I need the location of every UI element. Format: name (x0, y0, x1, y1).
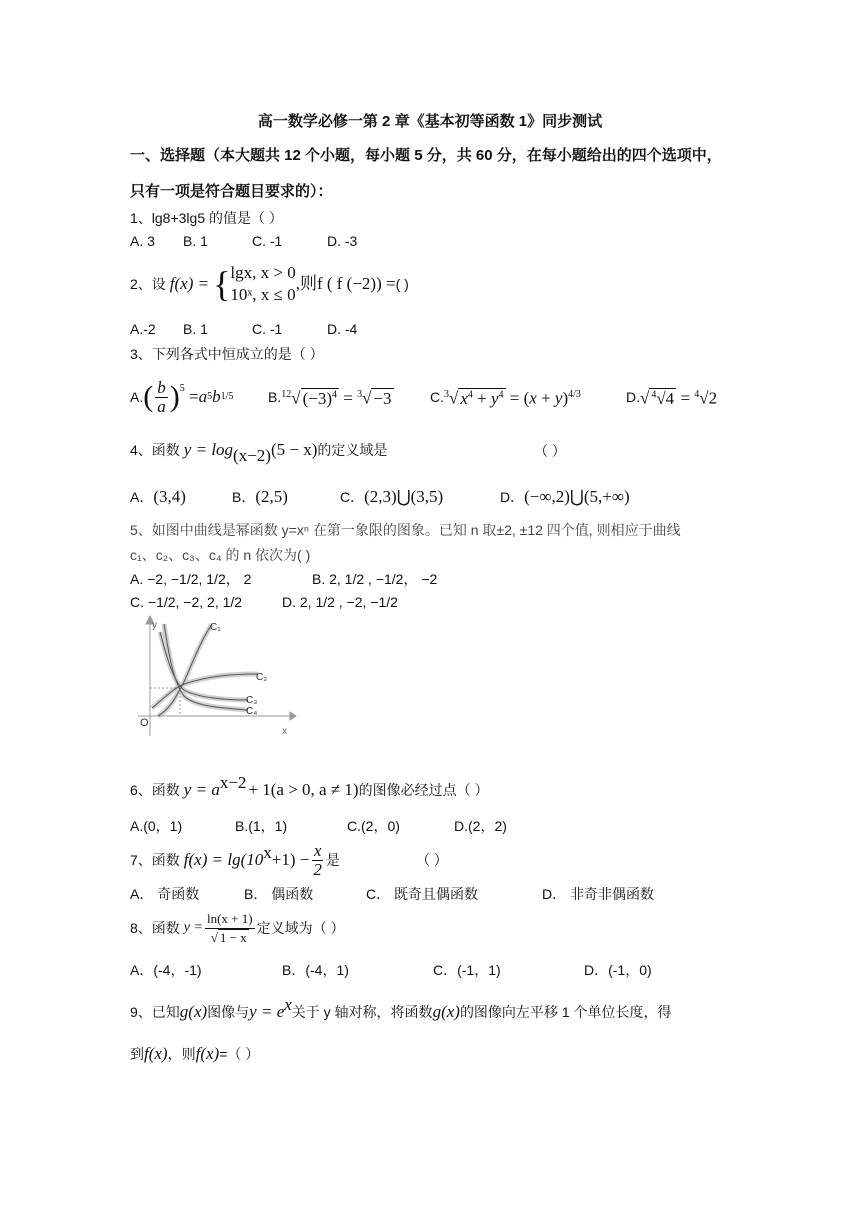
question-9-part-d: 的图像向左平移 1 个单位长度，得 (459, 1004, 672, 1020)
question-5-option-b: B. 2, 1/2 , −1/2， −2 (312, 571, 438, 587)
question-5-option-d: D. 2, 1/2 , −2, −1/2 (282, 594, 398, 610)
question-2-option-b: B. 1 (183, 321, 208, 337)
question-6-option-b: B.(1，1) (235, 818, 288, 834)
figure-origin-label: O (140, 717, 149, 729)
figure-c1-label: C₁ (210, 622, 221, 633)
question-4-prefix: 4、函数 (130, 442, 180, 458)
question-2-prefix: 2、设 (130, 276, 166, 292)
question-7-suffix: 是 (325, 852, 340, 868)
question-9-part-b: 图像与 (207, 1004, 250, 1020)
question-5-stem-line2: c₁、c₂、c₃、c₄ 的 n 依次为( ) (130, 547, 311, 563)
section-heading-line2: 只有一项是符合题目要求的）： (130, 183, 333, 200)
question-9-part-c: 关于 y 轴对称，将函数 (291, 1004, 433, 1020)
question-4-arg: (5 − x) (270, 440, 318, 459)
figure-c2-label: C₂ (256, 672, 268, 683)
figure-x-label: x (282, 726, 287, 737)
question-6-prefix: 6、函数 (130, 782, 180, 798)
question-3-option-c (430, 385, 581, 409)
question-7-option-d: D． 非奇非偶函数 (542, 886, 654, 902)
question-9-g2: g(x) (432, 1002, 460, 1021)
question-4-option-c: C．(2,3)⋃(3,5) (340, 487, 444, 506)
question-2-case1: lgx, x > 0 (230, 263, 296, 282)
question-7-frac-num: x (313, 840, 322, 860)
question-4-option-a: A．(3,4) (130, 487, 186, 506)
question-8-frac-den: 1 − x (219, 929, 247, 945)
question-5-stem-line1: 5、如图中曲线是幂函数 y=xⁿ 在第一象限的图象。已知 n 取±2, ±12 四个值, 则相应于曲线 (130, 522, 681, 538)
question-3-option-b (268, 385, 394, 409)
question-9-fx2: f(x) (195, 1044, 220, 1063)
question-6-option-c: C.(2，0) (347, 818, 400, 834)
question-7-option-b: B． 偶函数 (244, 886, 314, 902)
question-9-part-a: 9、已知 (130, 1004, 180, 1020)
question-2-then: ,则f ( f (−2)) = (295, 274, 396, 293)
question-8-option-a: A．(-4，-1) (130, 962, 202, 978)
question-9-fx: f(x) (144, 1044, 168, 1063)
question-8-suffix: 定义域为（ ） (256, 920, 345, 936)
question-2-f-expr: f(x) = (169, 274, 210, 293)
question-6-stem (130, 773, 489, 800)
x-axis-arrow (290, 712, 296, 720)
question-2-stem (130, 258, 409, 310)
question-7-stem (130, 840, 340, 880)
question-8-option-c: C．(-1，1) (433, 962, 501, 978)
question-3-stem: 3、下列各式中恒成立的是（ ） (130, 346, 324, 362)
question-3-option-b-label: B. (268, 388, 282, 405)
question-4-option-d: D．(−∞,2)⋃(5,+∞) (500, 487, 630, 506)
question-9-line2 (130, 1044, 259, 1064)
question-9-ex: y = e (249, 1002, 285, 1021)
question-2-case2: 10ˣ, x ≤ 0 (230, 285, 296, 304)
question-3-option-a-math: ( $\frac{b}{a}$ ) $^5$ = a 5 b 1/5 (143, 377, 234, 416)
question-7-paren: （ ） (416, 852, 448, 868)
question-8-option-d: D．(-1，0) (584, 962, 652, 978)
question-9-part-g: =（ ） (219, 1046, 260, 1062)
question-1-option-c: C. -1 (252, 233, 283, 249)
question-7-option-a: A． 奇函数 (130, 886, 200, 902)
figure-y-label: y (152, 620, 157, 631)
question-3-option-c-label: C. (430, 388, 444, 405)
question-3-option-d-label: D. (626, 388, 640, 405)
question-1-option-d: D. -3 (327, 233, 358, 249)
question-9-exp: x (284, 995, 292, 1014)
figure-c4-label: C₄ (246, 706, 258, 717)
question-3-option-d-math: √ $^4$√4 = $^4$√2 (640, 388, 718, 408)
question-7-exp: x (263, 843, 272, 862)
question-7-frac-den: 2 (313, 859, 322, 879)
question-3-option-d (626, 385, 717, 409)
question-8-frac-num: ln(x + 1) (205, 910, 255, 929)
question-6-expr2: + 1(a > 0, a ≠ 1) (248, 780, 359, 799)
question-3-option-c-math: $^3$√ $x^4 + y^4 = (x + y)^{4/3}$ (444, 388, 581, 408)
question-7-prefix: 7、函数 (130, 852, 180, 868)
question-5-option-a: A. −2, −1/2, 1/2， 2 (130, 571, 252, 587)
question-8-stem: 8、函数 y = $\frac{\ln(x + 1)}{√ 1 - x}$ 定义域为（ ） (130, 910, 345, 945)
question-8-option-b: B．(-4，1) (282, 962, 349, 978)
question-4-suffix: 的定义域是 (317, 442, 388, 458)
question-5-option-c: C. −1/2, −2, 2, 1/2 (130, 594, 243, 610)
power-function-figure (128, 612, 298, 742)
question-1-option-a: A. 3 (130, 233, 155, 249)
question-8-expr: y = (183, 920, 203, 935)
question-2-suffix: ( ) (395, 276, 409, 292)
question-4-stem (130, 440, 388, 465)
question-3-option-b-math: $^{12}$√ $(-3)^4 = ^3√ -3$ (281, 388, 392, 408)
section-heading-line1: 一、选择题（本大题共 12 个小题，每小题 5 分，共 60 分，在每小题给出的四个选项中， (130, 147, 722, 164)
question-6-option-d: D.(2，2) (454, 818, 507, 834)
question-2-option-a: A.-2 (130, 321, 156, 337)
figure-c3-label: C₃ (246, 695, 258, 706)
question-3-option-a (130, 372, 233, 422)
question-7-option-c: C． 既奇且偶函数 (366, 886, 478, 902)
question-8-prefix: 8、函数 (130, 920, 180, 936)
question-4-paren: （ ） (534, 443, 566, 459)
question-2-option-c: C. -1 (252, 321, 283, 337)
question-3-option-a-label: A. (130, 389, 144, 405)
question-6-suffix: 的图像必经过点（ ） (358, 782, 489, 798)
question-6-option-a: A.(0，1) (130, 818, 183, 834)
question-6-expr: y = a (183, 780, 220, 799)
question-4-option-b: B．(2,5) (232, 487, 288, 506)
question-6-exp: x−2 (219, 773, 247, 792)
question-2-brace: { (213, 264, 231, 304)
question-1-option-b: B. 1 (183, 233, 208, 249)
question-9-g: g(x) (179, 1002, 208, 1021)
question-7-expr: f(x) = lg(10 (183, 850, 264, 869)
question-9-part-e: 到 (130, 1046, 144, 1062)
question-7-expr2: +1) − (271, 850, 310, 869)
question-9-line1 (130, 995, 672, 1022)
question-2-option-d: D. -4 (327, 321, 358, 337)
question-4-expr: y = log (183, 440, 234, 459)
page-title: 高一数学必修一第 2 章《基本初等函数 1》同步测试 (257, 113, 603, 130)
question-4-base: (x−2) (233, 446, 271, 465)
question-1-stem: 1、lg8+3lg5 的值是（ ） (130, 210, 283, 226)
question-9-part-f: ，则 (167, 1046, 196, 1062)
